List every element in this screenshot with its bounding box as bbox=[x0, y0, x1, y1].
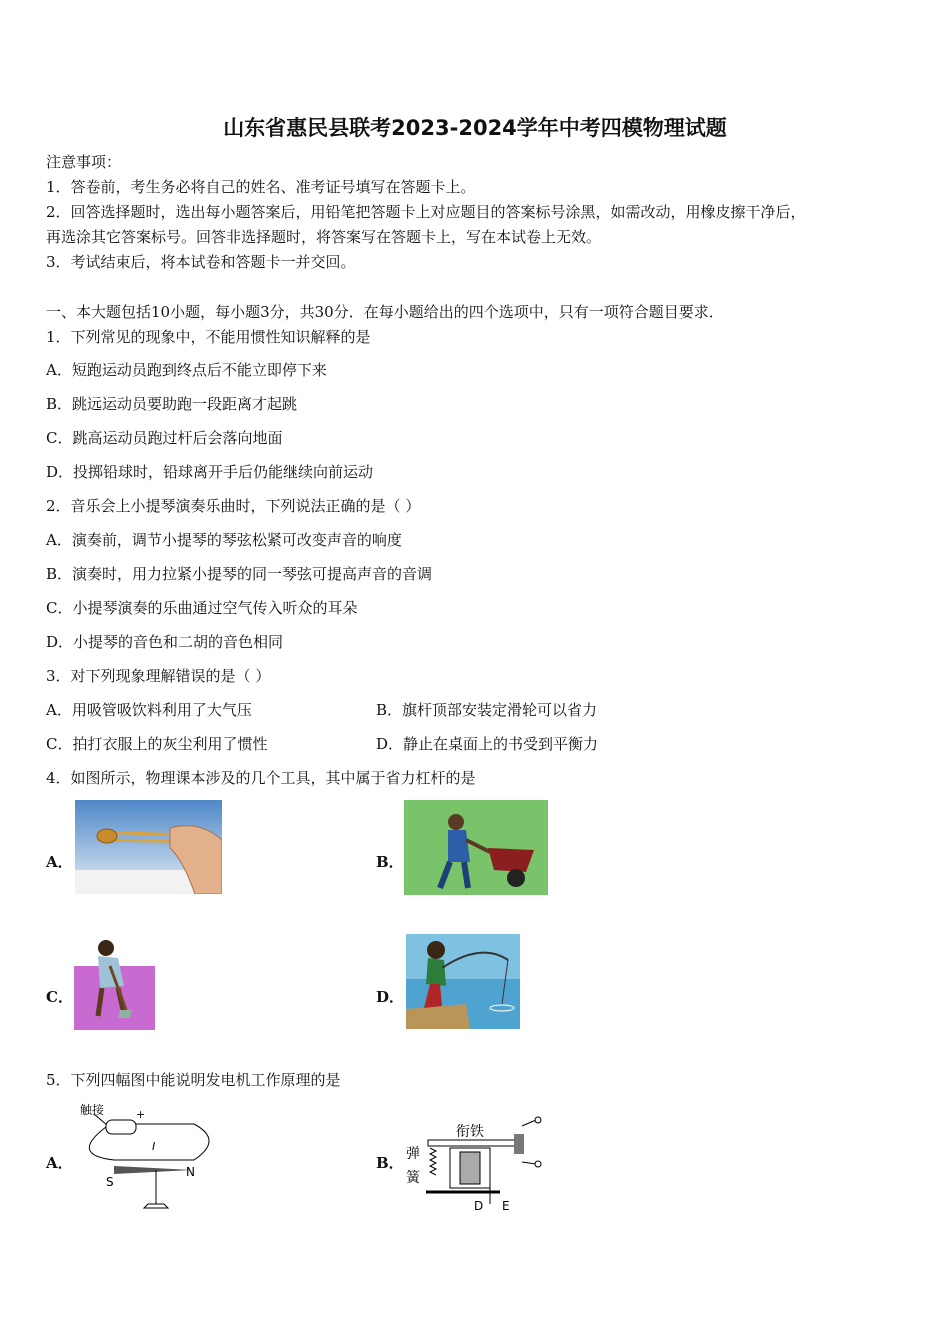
north-pole-label: N bbox=[186, 1165, 195, 1179]
notice-item-3: 3．考试结束后，将本试卷和答题卡一并交回。 bbox=[46, 253, 356, 271]
q1-option-c: C．跳高运动员跑过杆后会落向地面 bbox=[46, 429, 283, 447]
notice-item-1: 1．答卷前，考生务必将自己的姓名、准考证号填写在答题卡上。 bbox=[46, 178, 476, 196]
chopsticks-image bbox=[75, 800, 222, 894]
page-title: 山东省惠民县联考2023-2024学年中考四模物理试题 bbox=[223, 116, 727, 140]
notice-item-2: 2．回答选择题时，选出每小题答案后，用铅笔把答题卡上对应题目的答案标号涂黑，如需改动，用橡皮擦干净后， bbox=[46, 203, 806, 221]
q2-option-c: C．小提琴演奏的乐曲通过空气传入听众的耳朵 bbox=[46, 599, 358, 617]
q4-label-d: D． bbox=[376, 988, 405, 1006]
current-label: I bbox=[152, 1140, 156, 1153]
south-pole-label: S bbox=[106, 1175, 114, 1189]
electromagnetic-relay-diagram bbox=[404, 1112, 550, 1214]
spring-label-bottom: 簧 bbox=[406, 1170, 420, 1186]
terminal-d-label: D bbox=[474, 1199, 484, 1213]
q3-stem: 3．对下列现象理解错误的是（ ） bbox=[46, 667, 271, 685]
q1-option-d: D．投掷铅球时，铅球离开手后仍能继续向前运动 bbox=[46, 463, 374, 481]
armature-label: 衔铁 bbox=[456, 1124, 484, 1140]
q4-label-b: B． bbox=[376, 853, 404, 871]
q1-option-b: B．跳远运动员要助跑一段距离才起跳 bbox=[46, 395, 298, 413]
touch-label: 触接 bbox=[80, 1103, 105, 1117]
terminal-e-label: E bbox=[502, 1199, 510, 1213]
q2-stem: 2．音乐会上小提琴演奏乐曲时，下列说法正确的是（ ） bbox=[46, 497, 421, 515]
q4-stem: 4．如图所示，物理课本涉及的几个工具，其中属于省力杠杆的是 bbox=[46, 769, 476, 787]
plus-label: + bbox=[136, 1108, 146, 1121]
q2-option-d: D．小提琴的音色和二胡的音色相同 bbox=[46, 633, 284, 651]
q3-option-d: D．静止在桌面上的书受到平衡力 bbox=[376, 735, 599, 753]
spring-label-top: 弹 bbox=[406, 1146, 420, 1162]
fishing-rod-image bbox=[406, 934, 520, 1029]
oersted-experiment-diagram bbox=[74, 1100, 224, 1215]
q2-option-a: A．演奏前，调节小提琴的琴弦松紧可改变声音的响度 bbox=[46, 531, 402, 549]
q5-stem: 5．下列四幅图中能说明发电机工作原理的是 bbox=[46, 1071, 341, 1089]
broom-sweeping-image bbox=[74, 936, 155, 1030]
q5-label-b: B． bbox=[376, 1154, 404, 1172]
q5-label-a: A． bbox=[46, 1154, 73, 1172]
q1-option-a: A．短跑运动员跑到终点后不能立即停下来 bbox=[46, 361, 327, 379]
notice-heading: 注意事项： bbox=[46, 153, 122, 171]
notice-item-2-cont: 再选涂其它答案标号。回答非选择题时，将答案写在答题卡上，写在本试卷上无效。 bbox=[46, 228, 602, 246]
q3-option-b: B．旗杆顶部安装定滑轮可以省力 bbox=[376, 701, 598, 719]
q4-label-a: A． bbox=[46, 853, 73, 871]
q4-label-c: C． bbox=[46, 988, 73, 1006]
q1-stem: 1．下列常见的现象中，不能用惯性知识解释的是 bbox=[46, 328, 371, 346]
wheelbarrow-image bbox=[404, 800, 548, 895]
section-heading: 一、本大题包括10小题，每小题3分，共30分．在每小题给出的四个选项中，只有一项符合题目要求． bbox=[46, 303, 724, 321]
q3-option-a: A．用吸管吸饮料利用了大气压 bbox=[46, 701, 252, 719]
q3-option-c: C．拍打衣服上的灰尘利用了惯性 bbox=[46, 735, 268, 753]
q2-option-b: B．演奏时，用力拉紧小提琴的同一琴弦可提高声音的音调 bbox=[46, 565, 433, 583]
